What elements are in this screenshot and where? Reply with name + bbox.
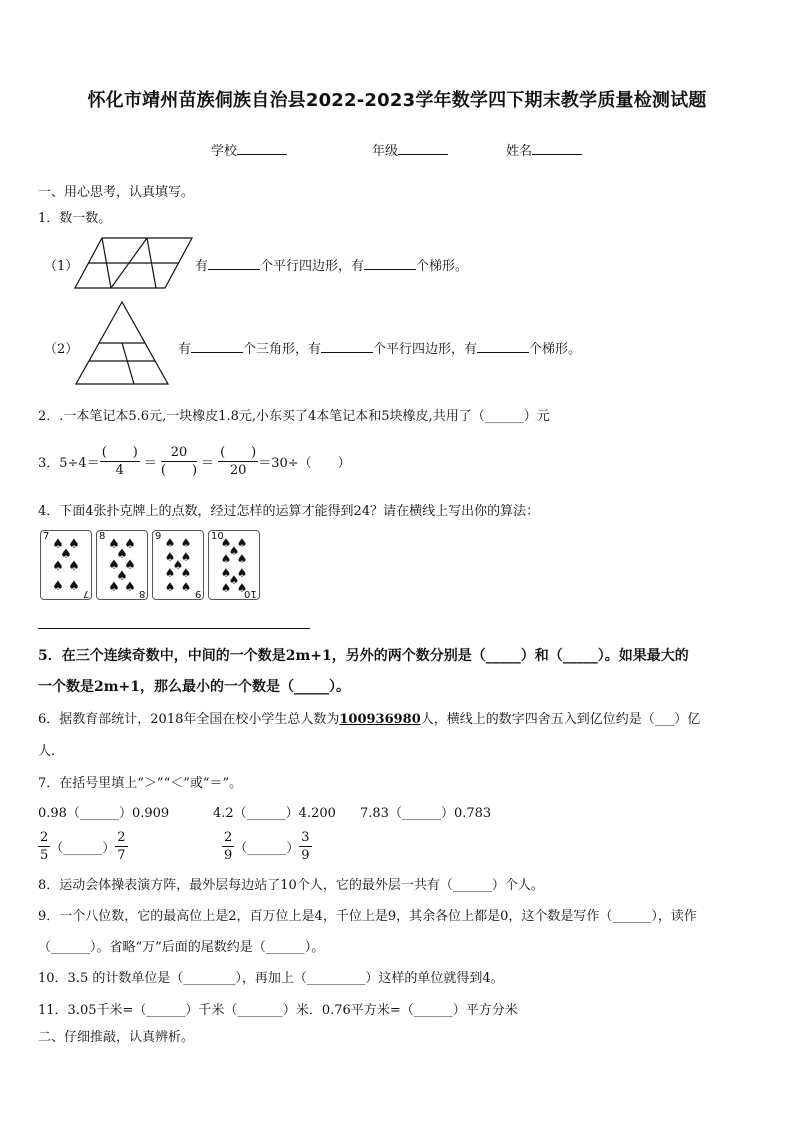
q1-part2-number: （2）	[44, 342, 79, 357]
q1-p2-c: 个平行四边形，有	[373, 342, 478, 357]
q5-line2: 一个数是2m+1，那么最小的一个数是（_____）。	[38, 679, 351, 695]
svg-text:♠: ♠	[108, 558, 120, 573]
q6-b: 人，横线上的数字四舍五入到亿位约是（___）亿	[420, 712, 701, 727]
q7-fa-blank[interactable]: （______）	[50, 840, 116, 856]
svg-text:♠: ♠	[164, 566, 176, 580]
q1-p2-a: 有	[178, 342, 192, 357]
svg-text:♠: ♠	[164, 550, 176, 564]
q1-part2-text	[178, 338, 581, 357]
q2-text: 2．.一本笔记本5.6元,一块橡皮1.8元,小东买了4本笔记本和5块橡皮,共用了（______）元	[38, 409, 550, 424]
q1-part1-text	[195, 255, 468, 274]
q3-f3-numerator[interactable]: ( )	[220, 444, 257, 460]
q7-fc-den: 9	[224, 847, 233, 863]
svg-text:♠: ♠	[124, 558, 136, 573]
svg-text:♠: ♠	[228, 544, 240, 558]
svg-text:♠: ♠	[180, 536, 192, 550]
q3-fraction-2	[161, 446, 197, 477]
q7-frac-2-5	[38, 831, 50, 862]
q1-p2-blank2[interactable]	[321, 340, 373, 353]
svg-text:♠: ♠	[220, 581, 232, 595]
parallelogram-figure	[74, 236, 194, 290]
q5-line1: 5．在三个连续奇数中，中间的一个数是2m+1，另外的两个数分别是（_____）和（_____）。如果最大的	[38, 648, 689, 664]
q1-p2-d: 个梯形。	[529, 342, 582, 357]
q8-text: 8．运动会体操表演方阵，最外层每边站了10个人，它的最外层一共有（______）个人。	[38, 878, 544, 893]
q4-text: 4．下面4张扑克牌上的点数，经过怎样的运算才能得到24？请在横线上写出你的算法：	[38, 504, 540, 519]
svg-text:♠: ♠	[108, 580, 120, 595]
q4-answer-line[interactable]	[38, 628, 310, 629]
q1-p1-blank2[interactable]	[364, 257, 416, 270]
q7-fc-blank[interactable]: （______）	[234, 840, 300, 856]
q7-fraction-row-1	[38, 826, 128, 866]
playing-card-8	[96, 530, 148, 600]
q6-line2: 人.	[38, 744, 56, 759]
q1-p1-c: 个梯形。	[416, 259, 469, 274]
svg-text:♠: ♠	[108, 537, 120, 552]
q3-row	[38, 440, 351, 482]
grade-blank[interactable]	[398, 142, 448, 155]
q9-line1: 9．一个八位数，它的最高位上是2，百万位上是4，千位上是9，其余各位上都是0，这个数是写作（______），读作	[38, 909, 697, 924]
svg-text:♠: ♠	[220, 566, 232, 580]
q7-fb-den: 7	[117, 847, 126, 863]
card-7-rank: 7	[43, 531, 50, 542]
svg-text:♠: ♠	[228, 573, 240, 587]
card-8-rank: 8	[99, 531, 106, 542]
q6-a: 6．据教育部统计，2018年全国在校小学生总人数为	[38, 712, 340, 727]
svg-text:♠: ♠	[52, 537, 64, 552]
q1-p2-blank3[interactable]	[477, 340, 529, 353]
q7-fc-num: 2	[224, 829, 233, 845]
svg-text:♠: ♠	[220, 552, 232, 566]
grade-field	[372, 140, 448, 159]
spade-icon	[41, 531, 91, 599]
q1-p2-blank1[interactable]	[191, 340, 243, 353]
q10-text: 10．3.5 的计数单位是（________），再加上（_________）这样的单位就得到4。	[38, 971, 504, 986]
svg-text:♠: ♠	[236, 552, 248, 566]
svg-text:♠: ♠	[52, 579, 64, 594]
q11-text: 11．3.05千米=（______）千米（_______）米．0.76平方米=（______）平方分米	[38, 1003, 518, 1018]
q1-part1-number: （1）	[44, 259, 79, 274]
q3-end: ＝30÷（ ）	[258, 455, 351, 471]
spade-icon	[97, 531, 147, 599]
svg-text:♠: ♠	[220, 536, 232, 550]
triangle-figure	[74, 300, 170, 386]
q7-r1b: 4.2（______）4.200	[213, 806, 336, 821]
q1-label: 1．数一数。	[38, 211, 112, 226]
school-field	[211, 140, 287, 159]
q3-f1-numerator[interactable]: ( )	[101, 444, 138, 460]
q7-frac-3-9	[299, 831, 311, 862]
school-label: 学校	[211, 144, 238, 159]
svg-text:♠: ♠	[180, 580, 192, 594]
svg-text:♠: ♠	[52, 559, 64, 574]
svg-text:♠: ♠	[60, 547, 72, 562]
svg-text:♠: ♠	[68, 537, 80, 552]
q3-f2-numerator: 20	[161, 446, 197, 462]
name-field	[506, 140, 582, 159]
svg-text:♠: ♠	[68, 559, 80, 574]
svg-text:♠: ♠	[124, 537, 136, 552]
svg-text:♠: ♠	[172, 558, 184, 572]
q7-fa-den: 5	[40, 847, 49, 863]
q3-fraction-1	[100, 446, 140, 477]
spade-icon	[153, 531, 203, 599]
q1-p2-b: 个三角形，有	[243, 342, 322, 357]
card-10-rank-bottom: 10	[244, 588, 257, 599]
q6-number: 100936980	[339, 712, 421, 727]
name-label: 姓名	[506, 144, 533, 159]
q3-f1-denominator: 4	[115, 462, 124, 478]
name-blank[interactable]	[532, 142, 582, 155]
section-1-heading: 一、用心思考，认真填写。	[38, 185, 195, 200]
q1-p1-b: 个平行四边形，有	[260, 259, 365, 274]
q6-line1	[38, 708, 700, 727]
svg-text:♠: ♠	[164, 580, 176, 594]
q3-eq2: ＝	[201, 455, 215, 471]
card-9-rank-bottom: 9	[194, 588, 201, 599]
playing-card-10	[208, 530, 260, 600]
svg-text:♠: ♠	[180, 550, 192, 564]
q7-fraction-row-2	[222, 826, 312, 866]
q3-start: 3．5÷4＝	[38, 455, 100, 471]
card-7-rank-bottom: 7	[82, 588, 89, 599]
q3-eq1: ＝	[143, 455, 157, 471]
svg-text:♠: ♠	[236, 536, 248, 550]
q1-p1-blank1[interactable]	[208, 257, 260, 270]
card-8-rank-bottom: 8	[138, 588, 145, 599]
svg-text:♠: ♠	[236, 566, 248, 580]
svg-text:♠: ♠	[116, 547, 128, 562]
section-2-heading: 二、仔细推敲，认真辨析。	[38, 1030, 195, 1045]
svg-text:♠: ♠	[68, 579, 80, 594]
q7-frac-2-7	[115, 831, 127, 862]
q7-fa-num: 2	[40, 829, 49, 845]
q3-f2-denominator[interactable]: ( )	[160, 462, 198, 478]
q3-f3-denominator: 20	[229, 462, 247, 478]
spade-icon	[209, 531, 259, 599]
svg-text:♠: ♠	[124, 580, 136, 595]
q3-fraction-3	[218, 446, 258, 477]
q7-label: 7．在括号里填上“＞”“＜”或“＝”。	[38, 776, 243, 791]
svg-text:♠: ♠	[236, 581, 248, 595]
q7-r1a: 0.98（______）0.909	[38, 806, 170, 821]
playing-card-9	[152, 530, 204, 600]
page-title: 怀化市靖州苗族侗族自治县2022-2023学年数学四下期末教学质量检测试题	[87, 90, 707, 111]
q7-fb-num: 2	[117, 829, 126, 845]
q7-fd-den: 9	[301, 847, 310, 863]
card-9-rank: 9	[155, 531, 162, 542]
card-10-rank: 10	[211, 531, 224, 542]
svg-text:♠: ♠	[116, 569, 128, 584]
q1-p1-a: 有	[195, 259, 209, 274]
school-blank[interactable]	[237, 142, 287, 155]
playing-card-7	[40, 530, 92, 600]
q7-fd-num: 3	[301, 829, 310, 845]
svg-text:♠: ♠	[164, 536, 176, 550]
q7-r1c: 7.83（______）0.783	[360, 806, 492, 821]
q7-frac-2-9	[222, 831, 234, 862]
svg-text:♠: ♠	[180, 566, 192, 580]
q9-line2: （______）。省略“万”后面的尾数约是（______）。	[38, 940, 325, 955]
grade-label: 年级	[372, 144, 399, 159]
